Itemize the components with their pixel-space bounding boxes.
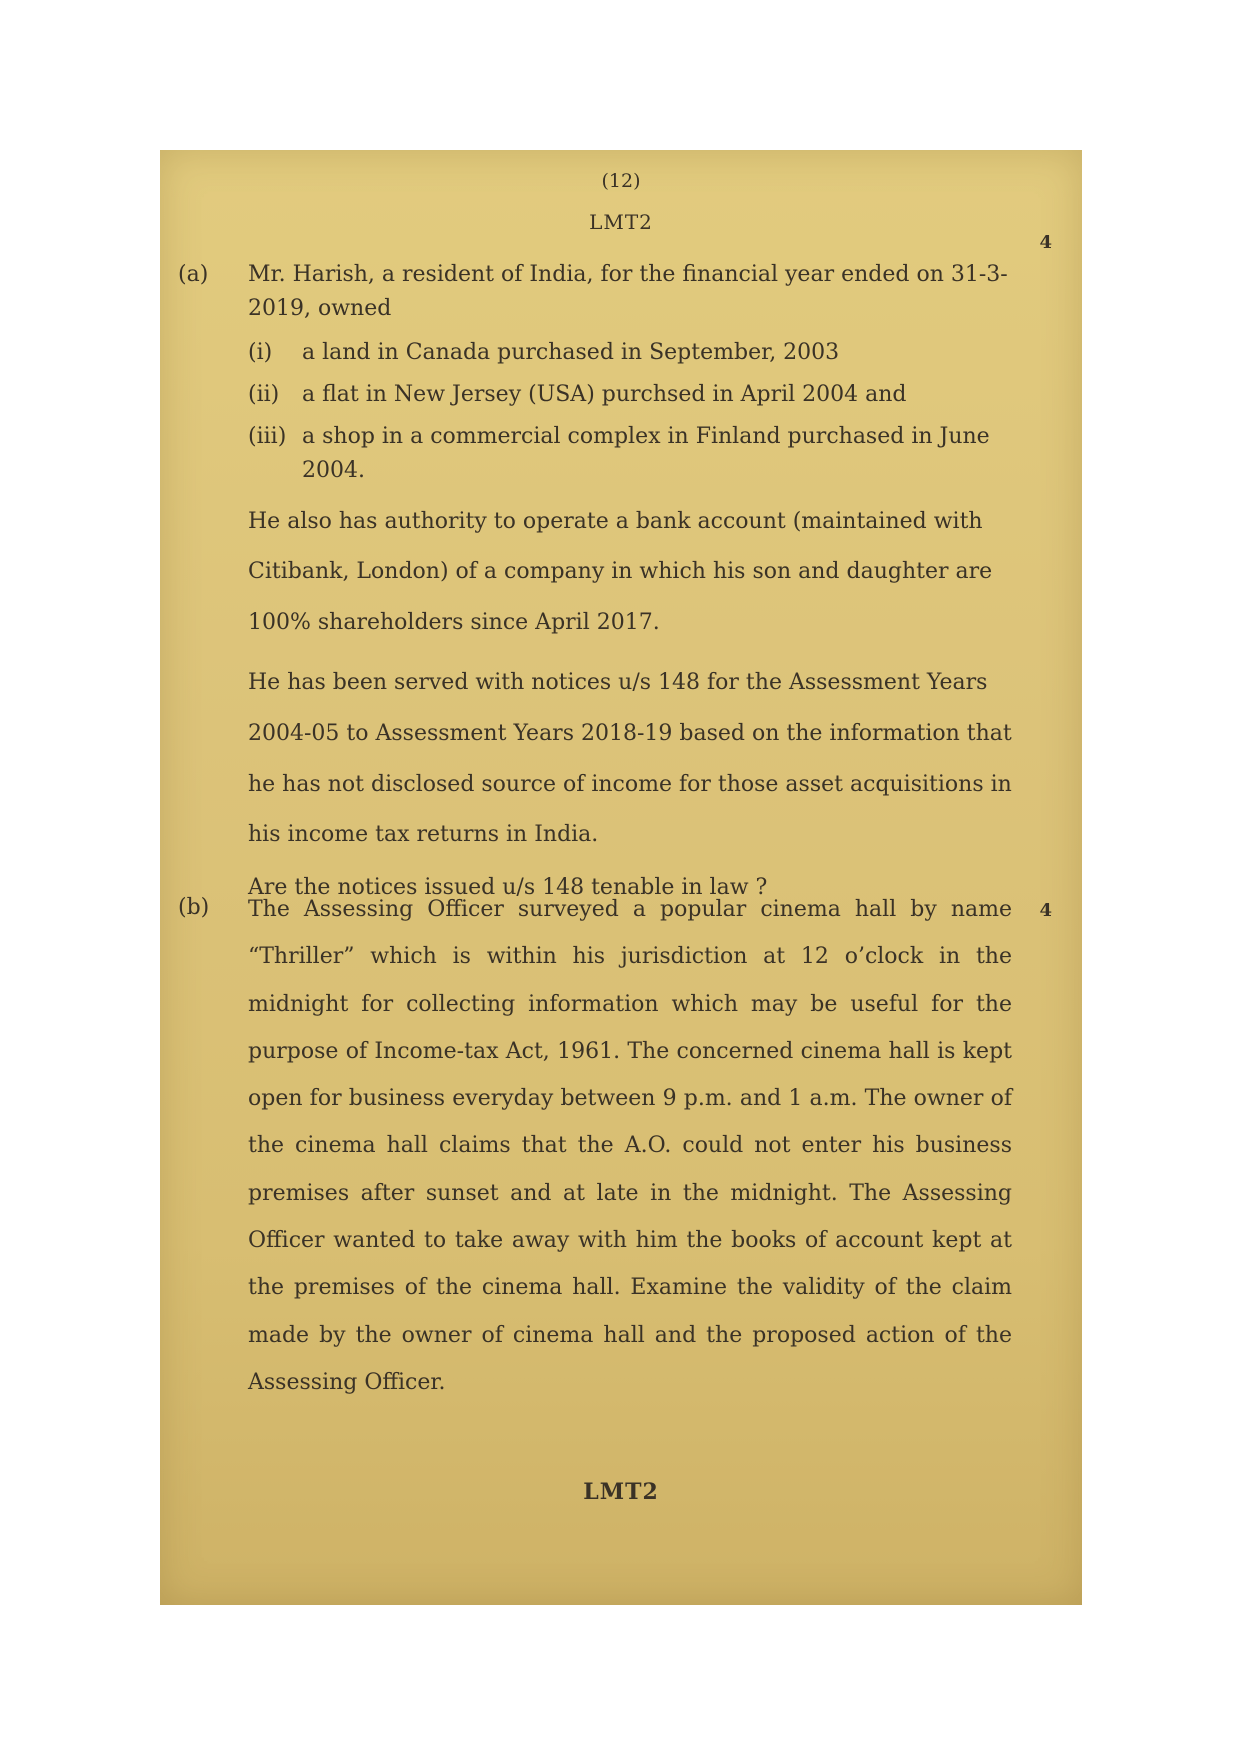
question-a-paragraph-1: He also has authority to operate a bank account (maintained with Citibank, London) of a company in which his son and daughter are 100% shareholders since April 2017.: [248, 508, 993, 635]
list-item: [248, 336, 1012, 370]
exam-page: [160, 150, 1082, 1605]
item-text: a shop in a commercial complex in Finland purchased in June 2004.: [302, 424, 990, 484]
question-a-marks: 4: [1039, 232, 1052, 253]
question-a-items: [248, 336, 1012, 488]
question-a-label: (a): [178, 262, 209, 287]
question-a-intro: Mr. Harish, a resident of India, for the financial year ended on 31-3-2019, owned: [248, 262, 1008, 322]
paper-code-footer: LMT2: [583, 1479, 659, 1505]
question-b-label: (b): [178, 895, 210, 920]
question-b-body: [248, 886, 1012, 1416]
question-b-marks: 4: [1039, 900, 1052, 921]
list-item: [248, 378, 1012, 412]
question-a-body: [248, 258, 1012, 915]
item-number: (i): [248, 340, 273, 366]
page-number: (12): [601, 170, 641, 192]
item-text: a land in Canada purchased in September, 2003: [302, 340, 840, 366]
question-a-paragraph-2: He has been served with notices u/s 148 for the Assessment Years 2004-05 to Assessment Years 2018-19 based on the information that he has not disclosed source of income for those asset acquisitions in his income tax returns in India.: [248, 670, 1012, 848]
item-number: (ii): [248, 382, 280, 408]
question-b-text: The Assessing Officer surveyed a popular cinema hall by name “Thriller” which is within his jurisdiction at 12 o’clock in the midnight for collecting information which may be useful for the purpose of Income-tax Act, 1961. The concerned cinema hall is kept open for business everyday between 9 p.m. and 1 a.m. The owner of the cinema hall claims that the A.O. could not enter his business premises after sunset and at late in the midnight. The Assessing Officer wanted to take away with him the books of account kept at the premises of the cinema hall. Examine the validity of the claim made by the owner of cinema hall and the proposed action of the Assessing Officer.: [248, 897, 1012, 1395]
item-text: a flat in New Jersey (USA) purchsed in April 2004 and: [302, 382, 907, 408]
item-number: (iii): [248, 424, 287, 450]
paper-code-header: LMT2: [589, 210, 653, 234]
question-a-question: Are the notices issued u/s 148 tenable in law ?: [248, 874, 768, 900]
list-item: [248, 420, 1012, 488]
